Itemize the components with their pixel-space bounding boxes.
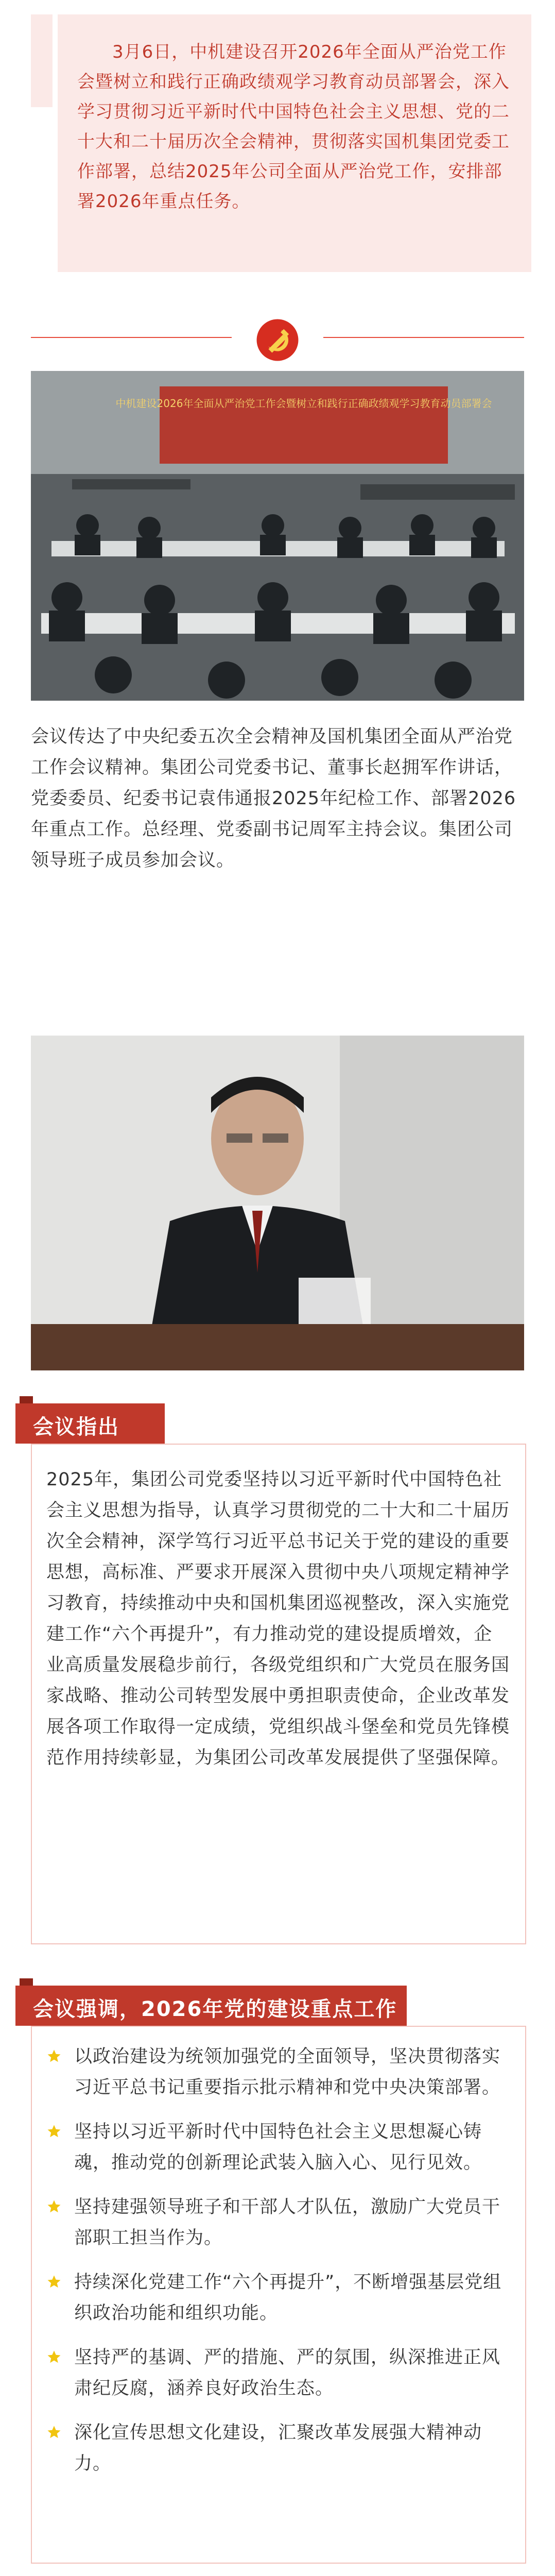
section-heading-party-building — [15, 1978, 407, 2026]
list-item — [46, 2192, 510, 2253]
list-item-text: 坚持建强领导班子和干部人才队伍，激励广大党员干部职工担当作为。 — [74, 2197, 501, 2248]
star-icon — [46, 2425, 62, 2440]
list-item — [46, 2417, 510, 2479]
list-item-text: 坚持以习近平新时代中国特色社会主义思想凝心铸魂，推动党的创新理论武装入脑入心、见行见效。 — [74, 2122, 482, 2173]
list-item-text: 坚持严的基调、严的措施、严的氛围，纵深推进正风肃纪反腐，涵养良好政治生态。 — [74, 2347, 501, 2399]
divider-line-left — [31, 337, 232, 338]
section-heading-meeting-pointed — [15, 1396, 165, 1444]
list-item — [46, 2267, 510, 2329]
section-title: 会议指出 — [33, 1415, 119, 1439]
party-emblem-icon — [255, 317, 300, 363]
star-icon — [46, 2274, 62, 2290]
star-icon — [46, 2199, 62, 2214]
list-item — [46, 2116, 510, 2178]
intro-card — [58, 14, 531, 272]
star-icon — [46, 2349, 62, 2365]
photo-banner-text: 中机建设2026年全面从严治党工作会暨树立和践行正确政绩观学习教育动员部署会 — [115, 397, 492, 410]
divider-line-right — [323, 337, 524, 338]
section-tab-decoration — [20, 1396, 33, 1403]
emblem-divider — [0, 314, 555, 361]
list-item — [46, 2342, 510, 2404]
section2-list — [46, 2041, 510, 2493]
meeting-hall-illustration — [31, 371, 524, 701]
speaker-photo — [31, 1036, 524, 1370]
intro-corner-decoration — [31, 14, 53, 107]
section-tab-decoration — [20, 1978, 33, 1986]
star-icon — [46, 2048, 62, 2064]
meeting-hall-photo — [31, 371, 524, 701]
star-icon — [46, 2124, 62, 2139]
section1-text: 2025年，集团公司党委坚持以习近平新时代中国特色社会主义思想为指导，认真学习贯彻党的二十大和二十届历次全会精神，深学笃行习近平总书记关于党的建设的重要思想，高标准、严要求开展深入贯彻中央八项规定精神学习教育，持续推动中央和国机集团巡视整改，深入实施党建工作“六个再提升”，有力推动党的建设提质增效，企业高质量发展稳步前行，各级党组织和广大党员在服务国家战略、推动公司转型发展中勇担职责使命，企业改革发展各项工作取得一定成绩，党组织战斗堡垒和党员先锋模范作用持续彰显，为集团公司改革发展提供了坚强保障。 — [46, 1469, 510, 1768]
list-item-text: 持续深化党建工作“六个再提升”，不断增强基层党组织政治功能和组织功能。 — [74, 2272, 502, 2324]
meeting-summary-paragraph: 会议传达了中央纪委五次全会精神及国机集团全面从严治党工作会议精神。集团公司党委书记、董事长赵拥军作讲话，党委委员、纪委书记袁伟通报2025年纪检工作、部署2026年重点工作。总经理、党委副书记周军主持会议。集团公司领导班子成员参加会议。 — [31, 726, 516, 871]
intro-text: 3月6日，中机建设召开2026年全面从严治党工作会暨树立和践行正确政绩观学习教育动员部署会，深入学习贯彻习近平新时代中国特色社会主义思想、党的二十大和二十届历次全会精神，贯彻落实国机集团党委工作部署，总结2025年公司全面从严治党工作，安排部署2026年重点任务。 — [77, 42, 510, 212]
section-title: 会议强调，2026年党的建设重点工作 — [33, 1997, 397, 2021]
list-item — [46, 2041, 510, 2103]
speaker-illustration — [31, 1036, 524, 1370]
list-item-text: 以政治建设为统领加强党的全面领导，坚决贯彻落实习近平总书记重要指示批示精神和党中央决策部署。 — [74, 2046, 501, 2098]
list-item-text: 深化宣传思想文化建设，汇聚改革发展强大精神动力。 — [74, 2422, 482, 2474]
intro-section — [0, 0, 555, 289]
